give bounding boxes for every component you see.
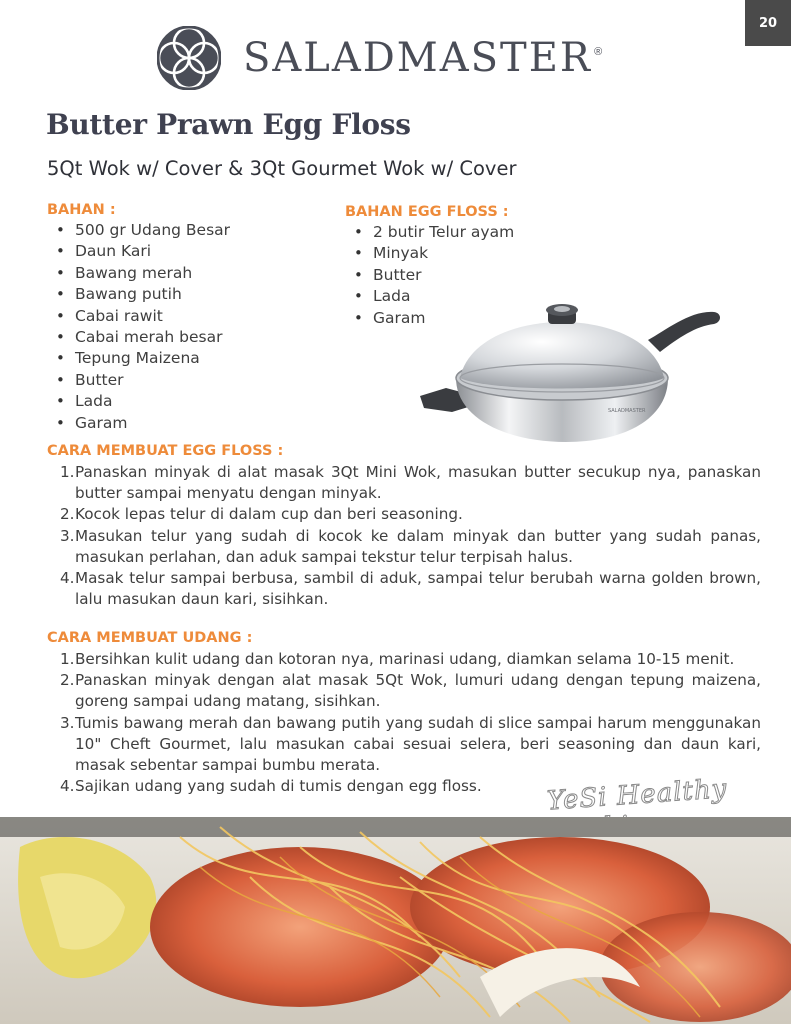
step-item — [47, 649, 761, 670]
step-item — [47, 670, 761, 712]
step-number: 2. — [60, 505, 75, 524]
step-item — [47, 713, 761, 777]
step-item — [47, 568, 761, 610]
step-number: 3. — [60, 526, 75, 545]
step-number: 2. — [60, 671, 75, 690]
saladmaster-logo-icon — [157, 26, 221, 90]
step-text: Masukan telur yang sudah di kocok ke dalam minyak dan butter yang sudah panas, masukan perlahan, dan aduk sampai tekstur telur terpisah halus. — [75, 526, 761, 566]
brand-header — [157, 26, 602, 90]
step-text: Panaskan minyak di alat masak 3Qt Mini Wok, masukan butter secukup nya, panaskan butter sampai menyatu dengan minyak. — [75, 463, 761, 503]
ingredient-item: • Bawang putih — [47, 284, 230, 305]
bahan-list — [47, 220, 230, 434]
step-item — [47, 504, 761, 525]
cara-egg-floss-section — [47, 443, 761, 610]
butter-prawn-photo — [0, 817, 791, 1024]
step-number: 4. — [60, 569, 75, 588]
step-number: 3. — [60, 713, 75, 732]
bahan-egg-floss-heading: BAHAN EGG FLOSS : — [345, 204, 509, 220]
ingredient-item: • Garam — [47, 413, 230, 434]
brand-name: SALADMASTER — [243, 35, 593, 81]
step-item — [47, 462, 761, 504]
ingredient-item: • Butter — [47, 370, 230, 391]
bahan-heading: BAHAN : — [47, 202, 116, 218]
ingredient-item: • Cabai rawit — [47, 306, 230, 327]
ingredient-item: • Lada — [345, 286, 514, 307]
step-number: 4. — [60, 777, 75, 796]
step-text: Bersihkan kulit udang dan kotoran nya, marinasi udang, diamkan selama 10-15 menit. — [75, 650, 735, 668]
cara-egg-floss-steps — [47, 462, 761, 610]
ingredient-item: • Minyak — [345, 243, 514, 264]
cara-udang-section — [47, 630, 761, 797]
page-number-badge: 20 — [745, 0, 791, 46]
recipe-title: Butter Prawn Egg Floss — [46, 108, 411, 141]
step-number: 1. — [60, 650, 75, 668]
ingredient-item: • 500 gr Udang Besar — [47, 220, 230, 241]
ingredient-item: • 2 butir Telur ayam — [345, 222, 514, 243]
brand-registered-mark: ® — [594, 46, 603, 58]
cara-udang-heading: CARA MEMBUAT UDANG : — [47, 630, 253, 646]
step-text: Sajikan udang yang sudah di tumis dengan egg floss. — [75, 777, 482, 796]
ingredient-item: • Garam — [345, 308, 514, 329]
cara-egg-floss-heading: CARA MEMBUAT EGG FLOSS : — [47, 443, 284, 459]
cara-udang-steps — [47, 649, 761, 797]
step-item — [47, 526, 761, 568]
step-text: Tumis bawang merah dan bawang putih yang sudah di slice sampai harum menggunakan 10" Cheft Gourmet, lalu masukan cabai sesuai selera, beri seasoning dan daun kari, masak sebentar sampai bumbu merata. — [75, 713, 761, 775]
ingredient-item: • Cabai merah besar — [47, 327, 230, 348]
ingredient-item: • Butter — [345, 265, 514, 286]
ingredient-item: • Tepung Maizena — [47, 348, 230, 369]
ingredient-item: • Daun Kari — [47, 241, 230, 262]
recipe-subtitle: 5Qt Wok w/ Cover & 3Qt Gourmet Wok w/ Cover — [47, 157, 517, 180]
step-text: Kocok lepas telur di dalam cup dan beri seasoning. — [75, 505, 463, 524]
bahan-section — [47, 202, 230, 434]
wok-brand-label: SALADMASTER — [608, 408, 646, 414]
ingredient-item: • Lada — [47, 391, 230, 412]
step-number: 1. — [60, 463, 75, 481]
step-text: Panaskan minyak dengan alat masak 5Qt Wok, lumuri udang dengan tepung maizena, goreng sampai udang matang, sisihkan. — [75, 671, 761, 711]
ingredient-item: • Bawang merah — [47, 263, 230, 284]
wok-image — [416, 300, 726, 448]
step-text: Masak telur sampai berbusa, sambil di aduk, sampai telur berubah warna golden brown, lalu masukan daun kari, sisihkan. — [75, 569, 761, 609]
signature-watermark: YeSi Healthy — [546, 773, 729, 817]
